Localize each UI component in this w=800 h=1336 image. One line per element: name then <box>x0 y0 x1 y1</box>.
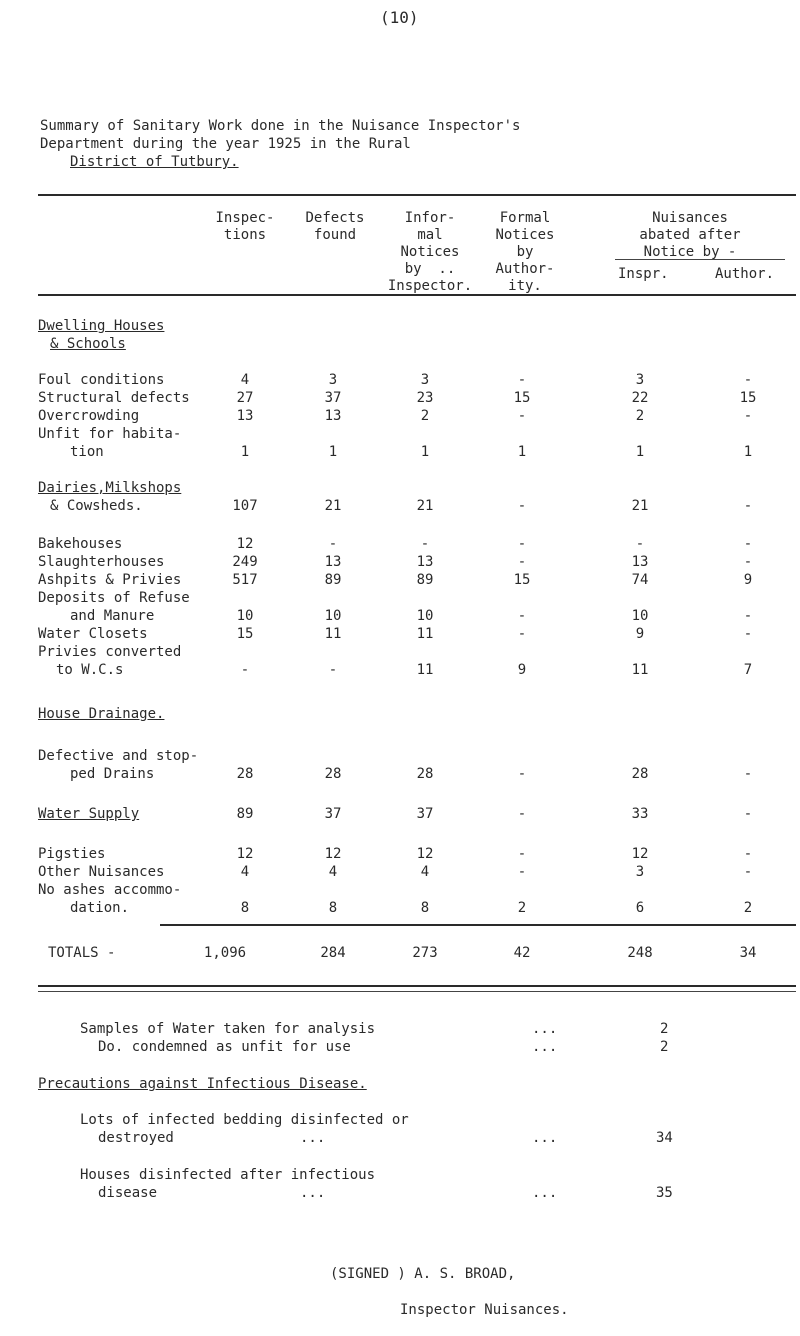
signature: (SIGNED ) A. S. BROAD, <box>330 1266 516 1282</box>
cell-formal: - <box>517 408 527 424</box>
cell-informal: 13 <box>416 554 434 570</box>
cell-defects: 10 <box>324 608 342 624</box>
section-schools: & Schools <box>50 336 126 352</box>
row-label: Dairies,Milkshops <box>38 480 182 496</box>
cell-inspections: 8 <box>240 900 250 916</box>
row-label-continued: & Cowsheds. <box>50 498 143 514</box>
table-bottom-rule <box>38 985 796 987</box>
precautions-item-2-line-2: disease <box>98 1185 158 1201</box>
cell-formal: 15 <box>513 572 531 588</box>
row-label: Pigsties <box>38 846 106 862</box>
totals-label: TOTALS - <box>48 945 116 961</box>
cell-inspections: 4 <box>240 372 250 388</box>
cell-abated-inspr: 22 <box>631 390 649 406</box>
cell-informal: 37 <box>416 806 434 822</box>
cell-abated-author: - <box>743 766 753 782</box>
row-label: Overcrowding <box>38 408 140 424</box>
cell-informal: 4 <box>420 864 430 880</box>
cell-defects: 21 <box>324 498 342 514</box>
page-number: (10) <box>380 8 419 27</box>
cell-inspections: 249 <box>232 554 258 570</box>
cell-formal: - <box>517 536 527 552</box>
row-label: Privies converted <box>38 644 182 660</box>
cell-informal: 23 <box>416 390 434 406</box>
precautions-heading: Precautions against Infectious Disease. <box>38 1076 367 1092</box>
cell-defects: 4 <box>328 864 338 880</box>
precautions-item-2-value: 35 <box>656 1185 673 1201</box>
cell-abated-inspr: 1 <box>635 444 645 460</box>
row-label: Deposits of Refuse <box>38 590 190 606</box>
samples-dots-1: ... <box>532 1021 558 1037</box>
row-label-continued: dation. <box>70 900 130 916</box>
cell-informal: 12 <box>416 846 434 862</box>
cell-inspections: 107 <box>232 498 258 514</box>
cell-formal: 1 <box>517 444 527 460</box>
cell-abated-author: - <box>743 498 753 514</box>
header-inspr: Inspr. <box>618 266 669 282</box>
cell-abated-inspr: 10 <box>631 608 649 624</box>
cell-formal: - <box>517 608 527 624</box>
samples-line-1: Samples of Water taken for analysis <box>80 1021 376 1037</box>
cell-inspections: - <box>240 662 250 678</box>
cell-abated-inspr: 74 <box>631 572 649 588</box>
total-informal: 273 <box>412 945 438 961</box>
cell-inspections: 15 <box>236 626 254 642</box>
total-formal: 42 <box>513 945 531 961</box>
cell-defects: 12 <box>324 846 342 862</box>
cell-defects: 3 <box>328 372 338 388</box>
cell-abated-author: - <box>743 554 753 570</box>
cell-inspections: 12 <box>236 846 254 862</box>
total-inspections: 1,096 <box>203 945 247 961</box>
row-label: Other Nuisances <box>38 864 165 880</box>
cell-defects: 28 <box>324 766 342 782</box>
row-label: Unfit for habita- <box>38 426 182 442</box>
cell-formal: 15 <box>513 390 531 406</box>
cell-informal: 28 <box>416 766 434 782</box>
cell-informal: 89 <box>416 572 434 588</box>
cell-defects: 37 <box>324 806 342 822</box>
title-line-1: Summary of Sanitary Work done in the Nuisance Inspector's <box>40 118 521 134</box>
cell-formal: - <box>517 864 527 880</box>
cell-defects: 37 <box>324 390 342 406</box>
cell-abated-author: - <box>743 846 753 862</box>
precautions-item-1-line-2: destroyed <box>98 1130 174 1146</box>
header-nuisances-abated: Nuisances abated after Notice by - <box>639 210 741 260</box>
cell-abated-author: 15 <box>739 390 757 406</box>
precautions-dots-2a: ... <box>300 1185 326 1201</box>
header-formal-notices: Formal Notices by Author- ity. <box>495 210 555 294</box>
header-informal-notices: Infor- mal Notices by .. Inspector. <box>387 210 473 294</box>
cell-abated-inspr: 11 <box>631 662 649 678</box>
cell-defects: - <box>328 536 338 552</box>
cell-inspections: 517 <box>232 572 258 588</box>
cell-abated-author: - <box>743 806 753 822</box>
cell-informal: 11 <box>416 626 434 642</box>
title-line-3: District of Tutbury. <box>70 154 239 170</box>
cell-abated-author: 9 <box>743 572 753 588</box>
header-defects: Defects found <box>305 210 365 243</box>
cell-defects: - <box>328 662 338 678</box>
row-label: No ashes accommo- <box>38 882 182 898</box>
cell-abated-author: 1 <box>743 444 753 460</box>
header-bottom-rule <box>38 294 796 296</box>
row-label: Ashpits & Privies <box>38 572 182 588</box>
table-bottom-rule-2 <box>38 991 796 992</box>
cell-abated-author: - <box>743 372 753 388</box>
cell-abated-inspr: 13 <box>631 554 649 570</box>
samples-value-1: 2 <box>660 1021 669 1037</box>
cell-abated-inspr: 33 <box>631 806 649 822</box>
row-label: Bakehouses <box>38 536 123 552</box>
cell-formal: - <box>517 806 527 822</box>
cell-abated-author: - <box>743 536 753 552</box>
cell-inspections: 10 <box>236 608 254 624</box>
precautions-dots-1a: ... <box>300 1130 326 1146</box>
precautions-dots-2b: ... <box>532 1185 558 1201</box>
precautions-item-2-line-1: Houses disinfected after infectious <box>80 1167 376 1183</box>
header-inspections: Inspec- tions <box>215 210 275 243</box>
cell-formal: - <box>517 766 527 782</box>
cell-informal: 21 <box>416 498 434 514</box>
cell-inspections: 89 <box>236 806 254 822</box>
cell-abated-author: 2 <box>743 900 753 916</box>
row-label: Foul conditions <box>38 372 165 388</box>
cell-abated-author: - <box>743 864 753 880</box>
total-abated-author: 34 <box>739 945 757 961</box>
cell-formal: - <box>517 626 527 642</box>
cell-formal: 9 <box>517 662 527 678</box>
cell-inspections: 27 <box>236 390 254 406</box>
cell-inspections: 1 <box>240 444 250 460</box>
row-label-continued: and Manure <box>70 608 155 624</box>
cell-inspections: 28 <box>236 766 254 782</box>
cell-abated-inspr: 6 <box>635 900 645 916</box>
row-label-continued: ped Drains <box>70 766 155 782</box>
row-label-continued: tion <box>70 444 104 460</box>
header-abated-subrule <box>615 259 785 260</box>
row-label-continued: to W.C.s <box>56 662 124 678</box>
cell-formal: - <box>517 498 527 514</box>
row-label: Defective and stop- <box>38 748 199 764</box>
cell-informal: - <box>420 536 430 552</box>
cell-informal: 11 <box>416 662 434 678</box>
row-label: Water Closets <box>38 626 148 642</box>
precautions-item-1-line-1: Lots of infected bedding disinfected or <box>80 1112 409 1128</box>
section-house-drainage: House Drainage. <box>38 706 165 722</box>
cell-abated-inspr: 12 <box>631 846 649 862</box>
samples-value-2: 2 <box>660 1039 669 1055</box>
precautions-dots-1b: ... <box>532 1130 558 1146</box>
cell-informal: 2 <box>420 408 430 424</box>
row-label: Water Supply <box>38 806 140 822</box>
precautions-item-1-value: 34 <box>656 1130 673 1146</box>
header-author: Author. <box>715 266 775 282</box>
table-top-rule <box>38 194 796 196</box>
cell-informal: 1 <box>420 444 430 460</box>
cell-abated-inspr: 28 <box>631 766 649 782</box>
cell-abated-inspr: - <box>635 536 645 552</box>
cell-defects: 11 <box>324 626 342 642</box>
cell-formal: - <box>517 554 527 570</box>
cell-abated-author: - <box>743 626 753 642</box>
cell-informal: 3 <box>420 372 430 388</box>
signature-role: Inspector Nuisances. <box>400 1302 569 1318</box>
cell-abated-inspr: 3 <box>635 372 645 388</box>
cell-abated-inspr: 21 <box>631 498 649 514</box>
cell-inspections: 4 <box>240 864 250 880</box>
cell-formal: 2 <box>517 900 527 916</box>
cell-abated-inspr: 3 <box>635 864 645 880</box>
cell-formal: - <box>517 846 527 862</box>
cell-defects: 13 <box>324 554 342 570</box>
cell-abated-author: - <box>743 408 753 424</box>
row-label: Structural defects <box>38 390 190 406</box>
cell-abated-inspr: 2 <box>635 408 645 424</box>
cell-defects: 13 <box>324 408 342 424</box>
section-dwelling-houses: Dwelling Houses <box>38 318 165 334</box>
cell-informal: 8 <box>420 900 430 916</box>
samples-line-2: Do. condemned as unfit for use <box>98 1039 351 1055</box>
cell-formal: - <box>517 372 527 388</box>
cell-defects: 8 <box>328 900 338 916</box>
samples-dots-2: ... <box>532 1039 558 1055</box>
title-line-2: Department during the year 1925 in the Rural <box>40 136 411 152</box>
total-defects: 284 <box>320 945 346 961</box>
cell-defects: 89 <box>324 572 342 588</box>
cell-inspections: 13 <box>236 408 254 424</box>
cell-defects: 1 <box>328 444 338 460</box>
totals-rule <box>160 924 796 926</box>
row-label: Slaughterhouses <box>38 554 165 570</box>
cell-abated-author: 7 <box>743 662 753 678</box>
cell-abated-inspr: 9 <box>635 626 645 642</box>
total-abated-inspr: 248 <box>627 945 653 961</box>
cell-inspections: 12 <box>236 536 254 552</box>
cell-informal: 10 <box>416 608 434 624</box>
cell-abated-author: - <box>743 608 753 624</box>
